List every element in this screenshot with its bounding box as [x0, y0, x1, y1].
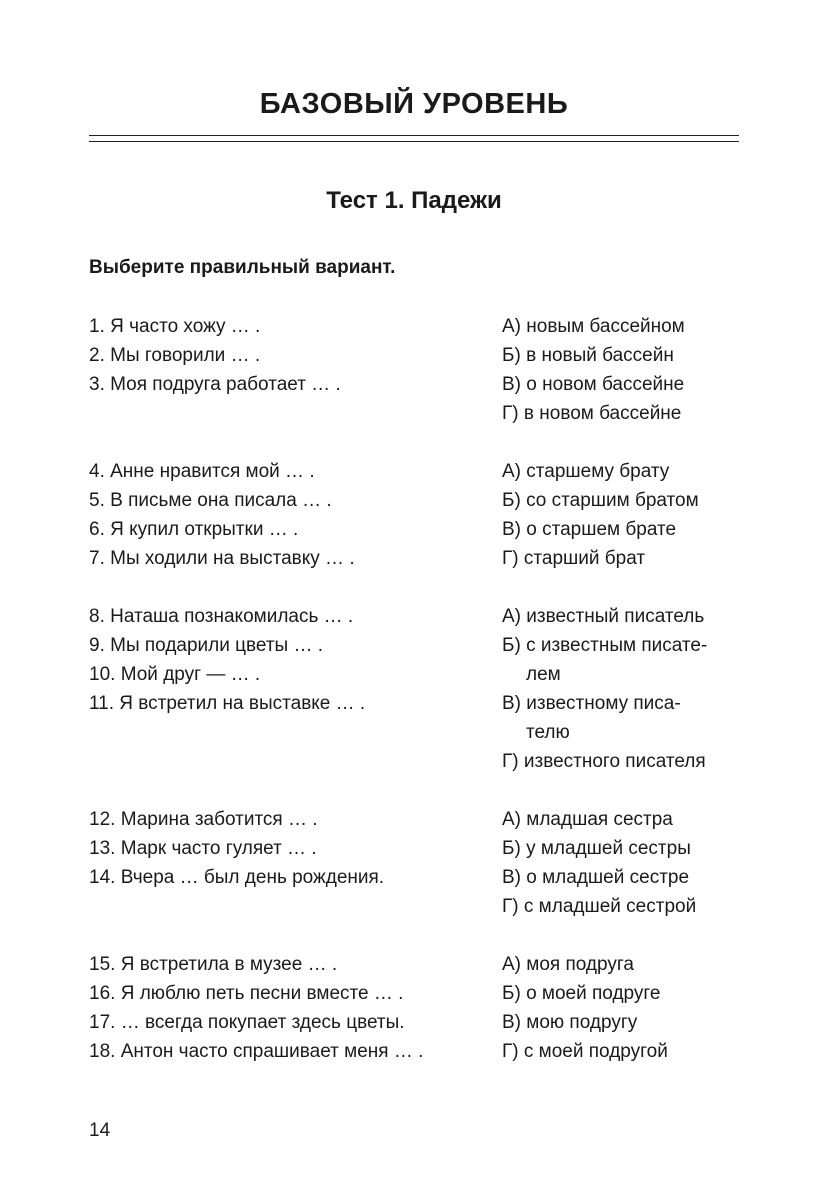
answer-option: В) о новом бассейне	[502, 374, 685, 395]
question-item: 1. Я часто хожу … .	[89, 316, 261, 337]
answer-option: А) новым бассейном	[502, 316, 685, 337]
question-item: 17. … всегда покупает здесь цветы.	[89, 1012, 405, 1033]
question-item: 8. Наташа познакомилась … .	[89, 606, 354, 627]
question-item: 14. Вчера … был день рождения.	[89, 867, 385, 888]
question-item: 15. Я встретила в музее … .	[89, 954, 338, 975]
exercise-group	[89, 457, 749, 573]
answer-option: В) о младшей сестре	[502, 867, 690, 888]
question-item: 11. Я встретил на выставке … .	[89, 693, 366, 714]
answer-option: А) известный писатель	[502, 606, 705, 627]
test-title: Тест 1. Падежи	[326, 187, 502, 214]
question-item: 5. В письме она писала … .	[89, 490, 332, 511]
answer-option: А) старшему брату	[502, 461, 670, 482]
page-number: 14	[89, 1120, 111, 1141]
question-item: 10. Мой друг — … .	[89, 664, 261, 685]
exercise-group	[89, 312, 749, 428]
question-item: 12. Марина заботится … .	[89, 809, 318, 830]
question-item: 9. Мы подарили цветы … .	[89, 635, 324, 656]
question-item: 18. Антон часто спрашивает меня … .	[89, 1041, 424, 1062]
question-list	[89, 602, 502, 776]
answer-option: Г) с моей подругой	[502, 1041, 668, 1062]
answer-option: Г) в новом бассейне	[502, 403, 682, 424]
question-item: 4. Анне нравится мой … .	[89, 461, 315, 482]
answer-option-continuation: лем	[526, 664, 561, 685]
exercise-groups	[89, 312, 749, 1095]
question-list	[89, 805, 502, 921]
answer-option: Г) старший брат	[502, 548, 646, 569]
section-title: БАЗОВЫЙ УРОВЕНЬ	[259, 88, 569, 120]
question-list	[89, 312, 502, 428]
answer-option: Б) с известным писате-	[502, 635, 708, 656]
question-item: 16. Я люблю петь песни вместе … .	[89, 983, 404, 1004]
exercise-group	[89, 950, 749, 1066]
question-list	[89, 950, 502, 1066]
answer-option: Б) в новый бассейн	[502, 345, 674, 366]
answer-options	[502, 805, 749, 921]
answer-option: В) мою подругу	[502, 1012, 638, 1033]
answer-option: Б) о моей подруге	[502, 983, 661, 1004]
answer-option: Г) с младшей сестрой	[502, 896, 697, 917]
exercise-group	[89, 805, 749, 921]
answer-option: В) о старшем брате	[502, 519, 677, 540]
title-rule-top	[89, 135, 739, 136]
question-item: 6. Я купил открытки … .	[89, 519, 299, 540]
answer-options	[502, 312, 749, 428]
answer-option: Б) со старшим братом	[502, 490, 699, 511]
instruction: Выберите правильный вариант.	[89, 257, 396, 278]
question-item: 2. Мы говорили … .	[89, 345, 261, 366]
answer-option: Г) известного писателя	[502, 751, 706, 772]
answer-options	[502, 457, 749, 573]
question-item: 7. Мы ходили на выставку … .	[89, 548, 355, 569]
answer-option: Б) у младшей сестры	[502, 838, 691, 859]
title-rule-bottom	[89, 141, 739, 142]
exercise-group	[89, 602, 749, 776]
question-item: 3. Моя подруга работает … .	[89, 374, 341, 395]
answer-option: А) младшая сестра	[502, 809, 673, 830]
answer-option-continuation: телю	[526, 722, 570, 743]
question-list	[89, 457, 502, 573]
answer-option: А) моя подруга	[502, 954, 634, 975]
question-item: 13. Марк часто гуляет … .	[89, 838, 317, 859]
answer-options	[502, 950, 749, 1066]
answer-option: В) известному писа-	[502, 693, 681, 714]
answer-options	[502, 602, 749, 776]
